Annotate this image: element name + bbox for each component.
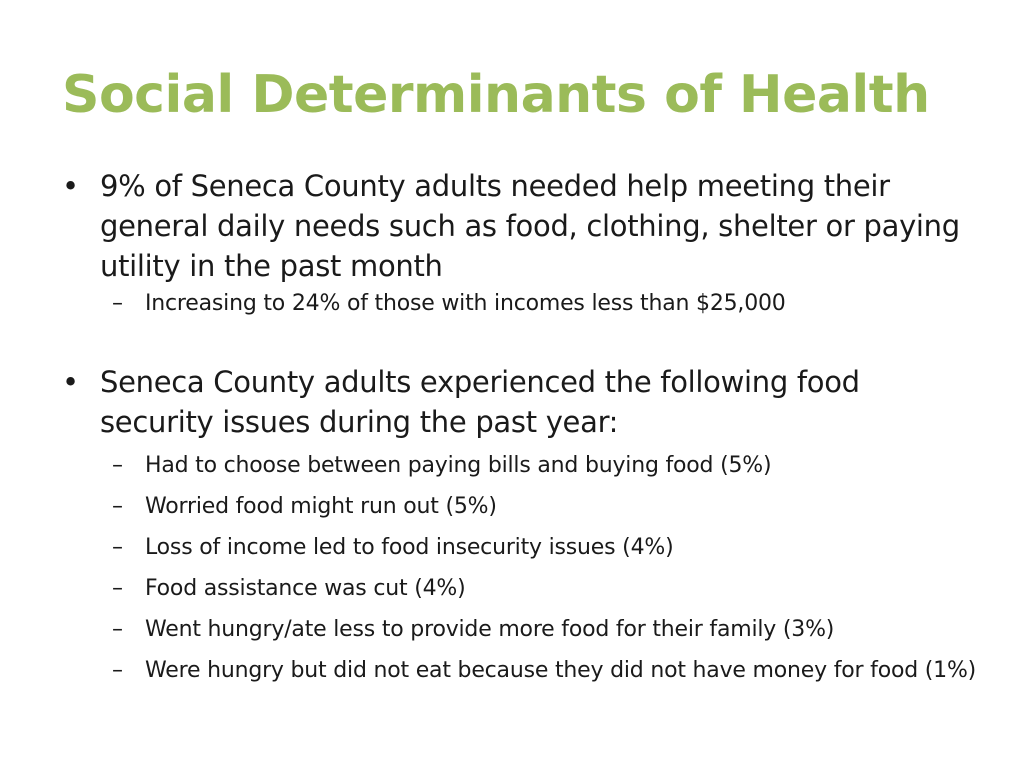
sub-bullet-item xyxy=(112,530,992,566)
bullet-item-2 xyxy=(62,362,962,442)
sub-bullet-text: Were hungry but did not eat because they did not have money for food (1%) xyxy=(145,658,977,683)
bullet-marker: • xyxy=(62,365,79,399)
sub-bullet-item xyxy=(112,653,992,689)
bullet-text: 9% of Seneca County adults needed help meeting their general daily needs such as food, clothing, shelter or paying utility in the past month xyxy=(100,169,960,283)
bullet-text: Seneca County adults experienced the following food security issues during the past year: xyxy=(100,365,860,439)
sub-bullet-marker: – xyxy=(112,576,123,601)
sub-bullet-text: Had to choose between paying bills and buying food (5%) xyxy=(145,453,772,478)
sub-bullet-item xyxy=(112,489,992,525)
sub-bullet-text: Went hungry/ate less to provide more food for their family (3%) xyxy=(145,617,835,642)
sub-bullet-text: Worried food might run out (5%) xyxy=(145,494,497,519)
bullet-marker: • xyxy=(62,169,79,203)
sub-bullet-marker: – xyxy=(112,453,123,478)
sub-bullet-marker: – xyxy=(112,658,123,683)
sub-bullet-item xyxy=(112,448,992,484)
slide-title: Social Determinants of Health xyxy=(62,65,930,125)
sub-bullet-text: Increasing to 24% of those with incomes less than $25,000 xyxy=(145,291,786,316)
sub-bullet-item xyxy=(112,612,992,648)
sub-bullet-text: Food assistance was cut (4%) xyxy=(145,576,466,601)
sub-bullet-text: Loss of income led to food insecurity issues (4%) xyxy=(145,535,674,560)
sub-bullet-marker: – xyxy=(112,291,123,316)
sub-bullet-item xyxy=(112,286,992,322)
bullet-item-1 xyxy=(62,166,962,286)
sub-bullet-marker: – xyxy=(112,535,123,560)
sub-bullet-marker: – xyxy=(112,617,123,642)
sub-bullet-marker: – xyxy=(112,494,123,519)
sub-bullet-item xyxy=(112,571,992,607)
